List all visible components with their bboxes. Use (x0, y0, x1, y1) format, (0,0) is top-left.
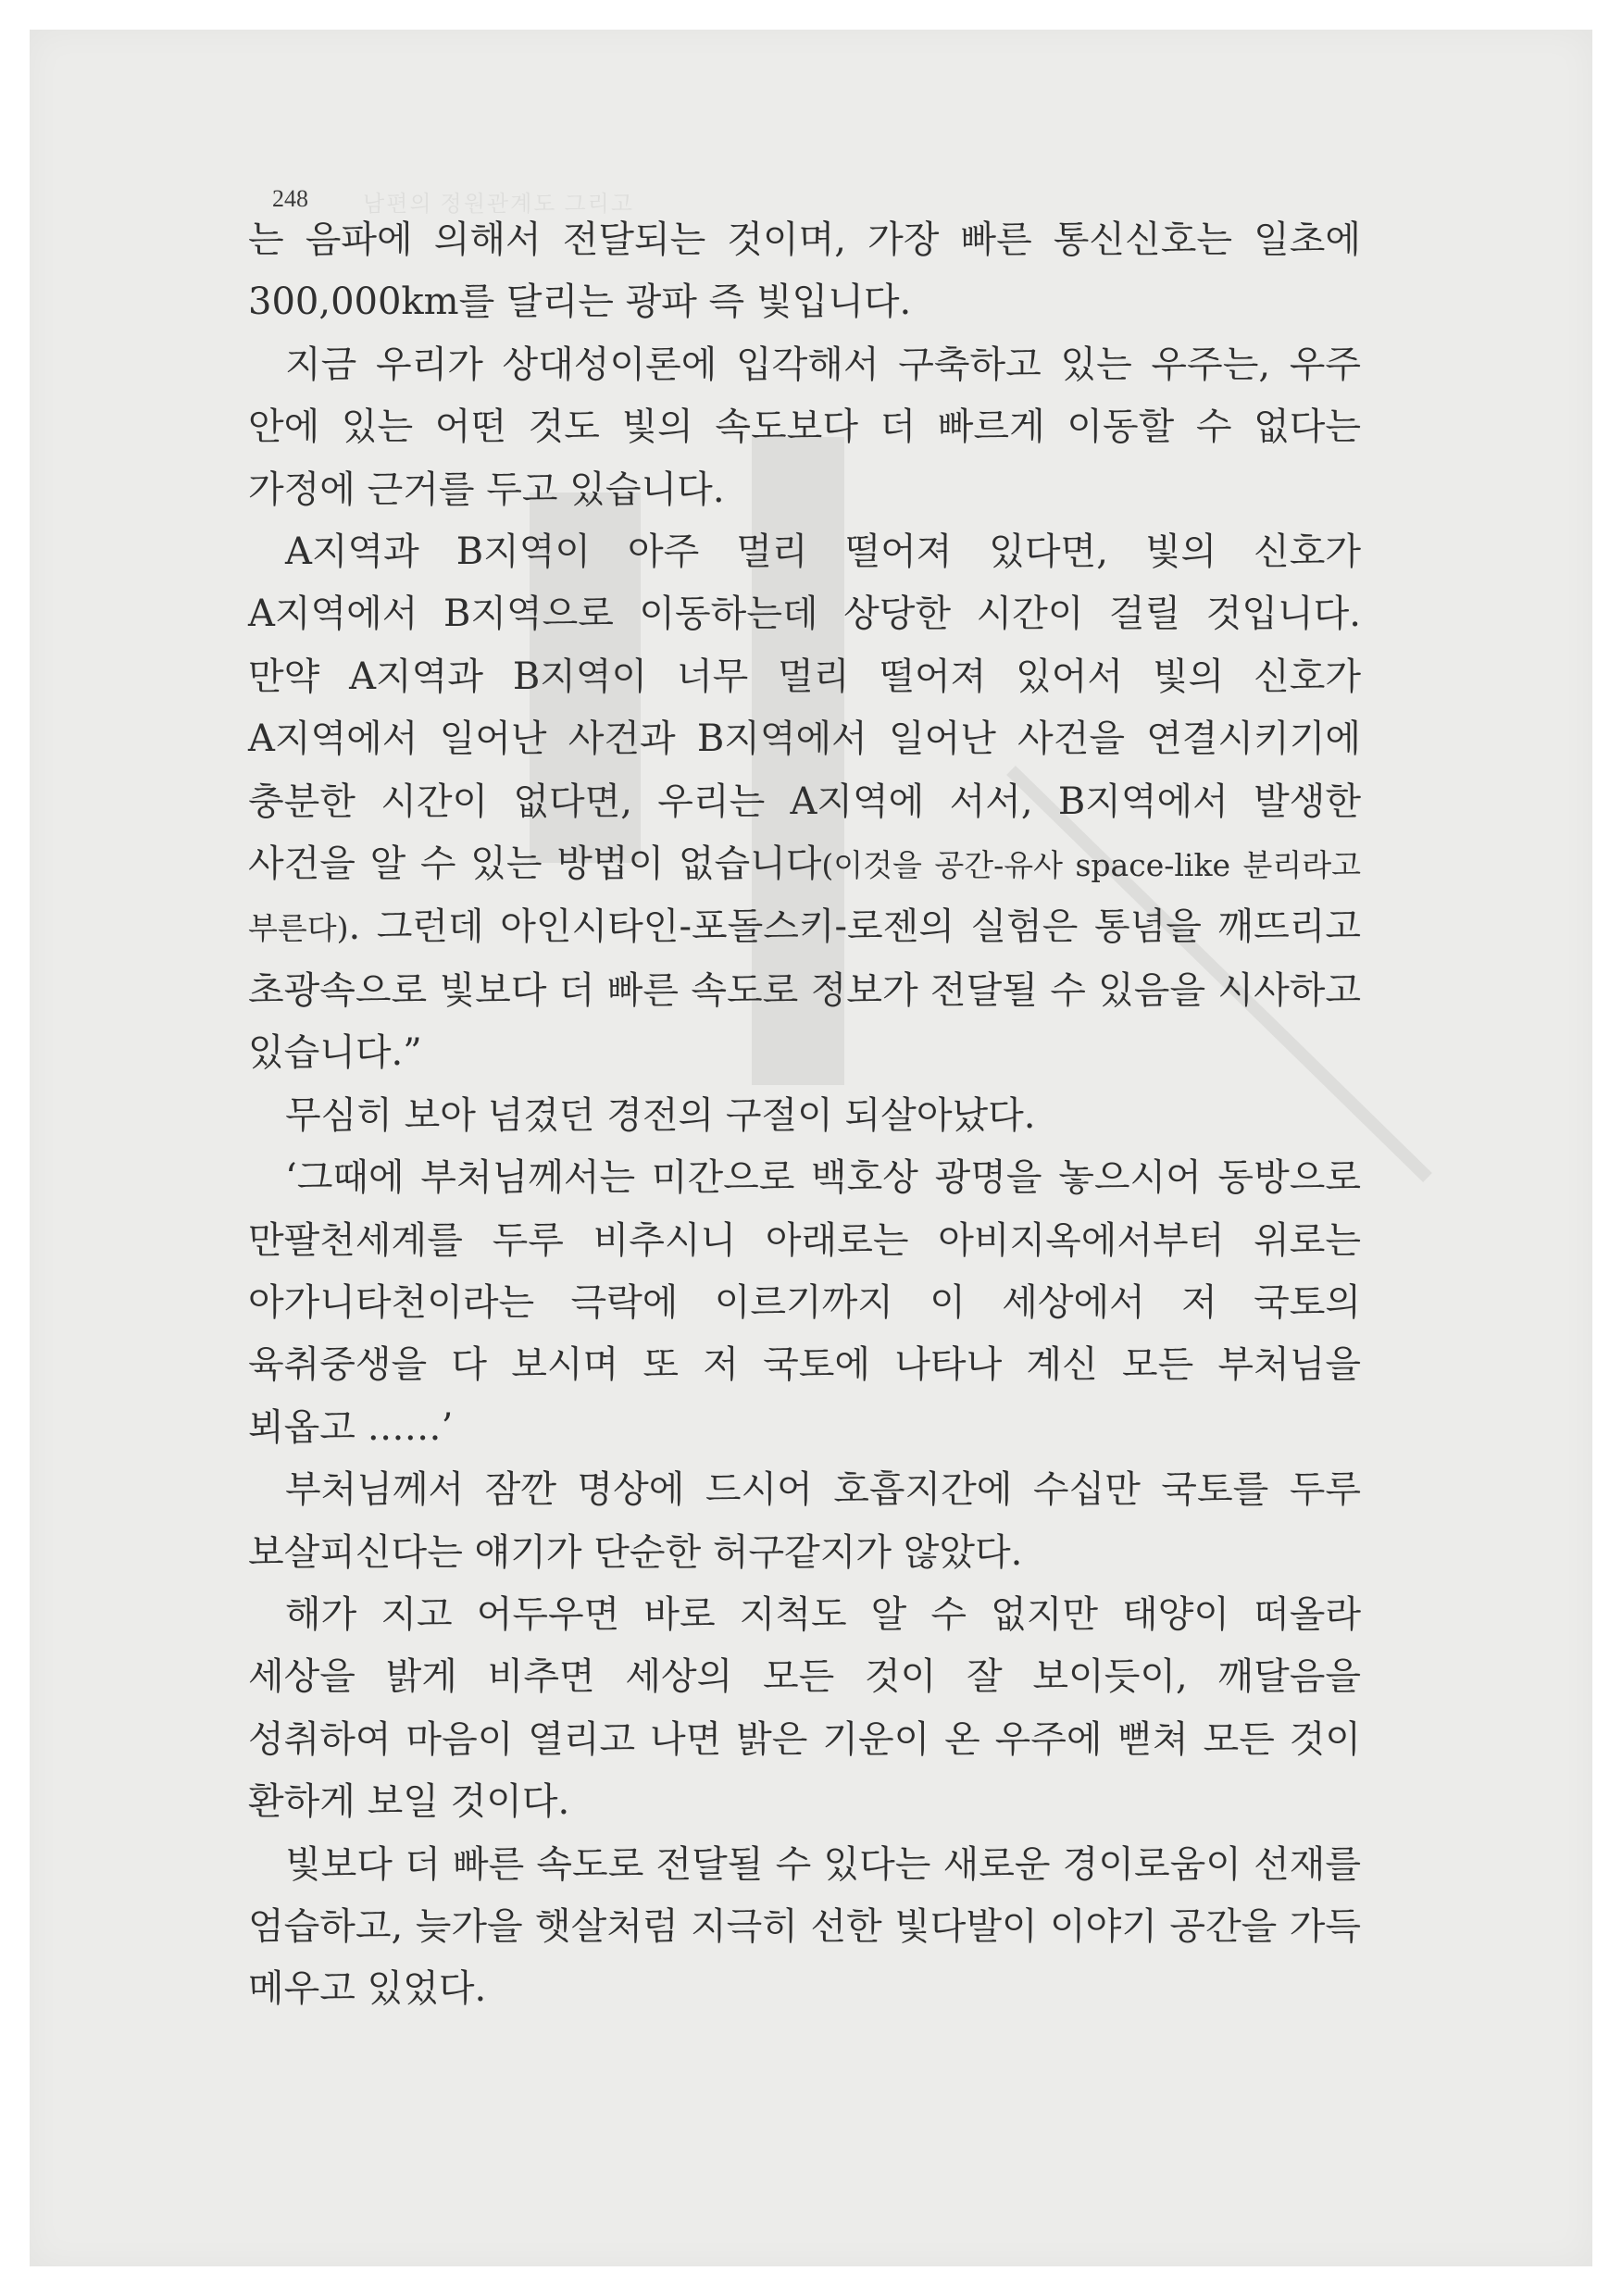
body-text (248, 209, 1361, 2021)
paragraph-3-main: A지역과 B지역이 아주 멀리 떨어져 있다면, 빛의 신호가 A지역에서 B지역으로 이동하는데 상당한 시간이 걸릴 것입니다. 만약 A지역과 B지역이 너무 멀리 떨어져 있어서 빛의 신호가 A지역에서 일어난 사건과 B지역에서 일어난 사건을 연결시키기에 충분한 시간이 없다면, 우리는 A지역에 서서, B지역에서 발생한 사건을 알 수 있는 방법이 없습니다 (248, 530, 1361, 886)
paragraph-1: 는 음파에 의해서 전달되는 것이며, 가장 빠른 통신신호는 일초에 300,000km를 달리는 광파 즉 빛입니다. (248, 218, 1361, 324)
paragraph-5-sutra-quote: ‘그때에 부처님께서는 미간으로 백호상 광명을 놓으시어 동방으로 만팔천세계를 두루 비추시니 아래로는 아비지옥에서부터 위로는 아가니타천이라는 극락에 이르기까지 이 세상에서 저 국토의 육취중생을 다 보시며 또 저 국토에 나타나 계신 모든 부처님을 뵈옵고 ……’ (248, 1156, 1361, 1449)
paragraph-3 (248, 521, 1361, 1085)
parenthetical-note: (이것을 공간-유사 space-like 분리라고 부른다) (248, 847, 1361, 947)
paragraph-8: 빛보다 더 빠른 속도로 전달될 수 있다는 새로운 경이로움이 선재를 엄습하고, 늦가을 햇살처럼 지극히 선한 빛다발이 이야기 공간을 가득 메우고 있었다. (248, 1842, 1361, 2011)
paragraph-2: 지금 우리가 상대성이론에 입각해서 구축하고 있는 우주는, 우주 안에 있는 어떤 것도 빛의 속도보다 더 빠르게 이동할 수 없다는 가정에 근거를 두고 있습니다. (248, 343, 1361, 511)
paragraph-7: 해가 지고 어두우면 바로 지척도 알 수 없지만 태양이 떠올라 세상을 밝게 비추면 세상의 모든 것이 잘 보이듯이, 깨달음을 성취하여 마음이 열리고 나면 밝은 기운이 온 우주에 뻗쳐 모든 것이 환하게 보일 것이다. (248, 1592, 1361, 1824)
paragraph-4: 무심히 보아 넘겼던 경전의 구절이 되살아났다. (285, 1093, 1036, 1137)
paragraph-3-tail: . 그런데 아인시타인-포돌스키-로젠의 실험은 통념을 깨뜨리고 초광속으로 빛보다 더 빠른 속도로 정보가 전달될 수 있음을 시사하고 있습니다.” (248, 905, 1361, 1075)
page-number: 248 (272, 185, 308, 212)
running-header: 남편의 정원관계도 그리고 (363, 193, 635, 217)
paragraph-6: 부처님께서 잠깐 명상에 드시어 호흡지간에 수십만 국토를 두루 보살피신다는 얘기가 단순한 허구같지가 않았다. (248, 1468, 1361, 1574)
